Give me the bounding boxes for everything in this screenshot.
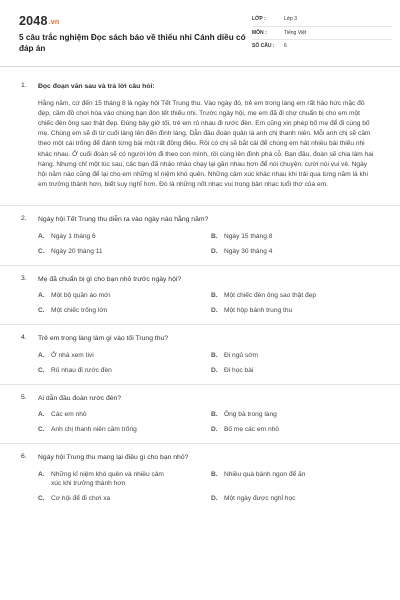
meta-value: 6 xyxy=(284,43,287,50)
logo-number: 2048 xyxy=(19,14,48,28)
question-number: 5. xyxy=(21,393,27,401)
option-letter: D. xyxy=(211,494,218,502)
question-number: 6. xyxy=(21,453,27,461)
question-text: Mẹ đã chuẩn bị gì cho bạn nhỏ trước ngày hội? xyxy=(38,275,182,283)
worksheet-header xyxy=(0,0,400,64)
option-text: Một bộ quần áo mới xyxy=(51,292,110,300)
option-c[interactable] xyxy=(38,425,211,434)
question-1 xyxy=(0,74,400,206)
question-4 xyxy=(0,325,400,385)
question-text: Đọc đoạn văn sau và trả lời câu hỏi: xyxy=(38,83,155,90)
option-text: Một ngày được nghỉ học xyxy=(224,494,296,502)
option-d[interactable] xyxy=(211,494,384,503)
option-a[interactable] xyxy=(38,291,211,300)
option-letter: A. xyxy=(38,470,45,478)
answer-options xyxy=(38,232,376,256)
option-c[interactable] xyxy=(38,366,211,375)
option-b[interactable] xyxy=(211,470,384,488)
option-text: Cơ hội để đi chơi xa xyxy=(51,494,111,502)
meta-row-grade xyxy=(252,13,392,27)
option-letter: C. xyxy=(38,247,45,255)
question-text: Ngày hội Tết Trung thu diễn ra vào ngày nào hằng năm? xyxy=(38,216,209,224)
question-text: Trẻ em trong làng làm gì vào tối Trung thu? xyxy=(38,335,169,343)
option-text: Ngày 1 tháng 6 xyxy=(51,232,96,240)
option-letter: A. xyxy=(38,232,45,240)
option-letter: B. xyxy=(211,292,218,300)
option-letter: C. xyxy=(38,307,45,315)
option-letter: D. xyxy=(211,247,218,255)
option-letter: C. xyxy=(38,426,45,434)
option-text: Bố mẹ các em nhỏ xyxy=(224,426,279,434)
option-text: Ông bà trong làng xyxy=(224,411,277,419)
answer-options xyxy=(38,410,376,434)
question-6 xyxy=(0,444,400,503)
option-c[interactable] xyxy=(38,306,211,315)
option-letter: D. xyxy=(211,307,218,315)
option-letter: B. xyxy=(211,351,218,359)
option-letter: D. xyxy=(211,366,218,374)
question-number: 2. xyxy=(21,215,27,223)
meta-row-count xyxy=(252,40,392,53)
meta-key: SỐ CÂU : xyxy=(252,43,275,50)
option-text: Những kỉ niệm khó quên và nhiều cảm xúc khi trưởng thành hơn xyxy=(51,470,164,487)
question-list xyxy=(0,74,400,503)
option-text: Ngày 20 tháng 11 xyxy=(51,247,103,255)
option-letter: B. xyxy=(211,411,218,419)
option-d[interactable] xyxy=(211,366,384,375)
option-c[interactable] xyxy=(38,494,211,503)
reading-passage: Hằng năm, cứ đến 15 tháng 8 là ngày hội Tết Trung thu. Vào ngày đó, trẻ em trong làng em rất háo hức mặc đồ đẹp, cầm đồ chơi hòa vào chúng bạn đón tết thiếu nhi. Trước ngày hội, mẹ em đã đi chợ chuẩn bị cho em một chiếc đèn ông sao thật đẹp. Đúng bảy giờ tối, trẻ em rủ nhau đi rước đèn. Em cũng xin phép bố mẹ để đi cùng bố mẹ. Chúng em sẽ đi từ cuối làng lên đến đình làng. Dẫn đầu đoàn quân là anh chị thanh niên. Mỗi anh chị sẽ cầm theo một cái trống để đánh từng bài một rất đồng điệu. Rồi có chị sẽ bắt cái để chúng em hát nhiều bài thiếu nhi khác nhau. Ở cuối đoàn sẽ có người lớn đi theo con mình, rồi cùng lên đình phá cỗ. Bạn đầu, đoàn sẽ chia làm hai hàng. Nhưng chỉ một lúc sau, các bạn đã nháo nhào chạy lại gần nhau hơn để nói chuyện, cười nói vui vẻ. Ngày hội năm nào cũng để lại cho em những kỉ niệm khó quên. Những cảm xúc khác nhau khi trải qua từng năm là khi em trưởng thành hơn, biết suy nghĩ hơn. Đó là những nốt nhạc vui trong bản nhạc tuổi thơ của em. xyxy=(38,99,374,189)
option-text: Một chiếc đèn ông sao thật đẹp xyxy=(224,292,317,300)
option-text: Anh chị thanh niên cầm trống xyxy=(51,426,137,434)
question-text: Ai dẫn đầu đoàn rước đèn? xyxy=(38,394,122,402)
question-3 xyxy=(0,266,400,326)
question-5 xyxy=(0,385,400,445)
option-text: Ở nhà xem tivi xyxy=(51,351,94,359)
option-text: Một hộp bánh trung thu xyxy=(224,307,293,315)
answer-options xyxy=(38,470,376,503)
option-text: Một chiếc trống lớn xyxy=(51,307,108,315)
answer-options xyxy=(38,291,376,315)
option-text: Đi học bài xyxy=(224,366,254,374)
question-number: 3. xyxy=(21,274,27,282)
logo-suffix: .vn xyxy=(48,19,60,26)
option-text: Đi ngủ sớm xyxy=(224,351,259,359)
option-letter: C. xyxy=(38,366,45,374)
option-a[interactable] xyxy=(38,470,211,488)
meta-value: Lớp 3 xyxy=(284,16,298,23)
option-letter: D. xyxy=(211,426,218,434)
meta-value: Tiếng Việt xyxy=(284,29,307,36)
option-letter: A. xyxy=(38,292,45,300)
option-a[interactable] xyxy=(38,410,211,419)
header-divider xyxy=(0,66,400,67)
meta-table xyxy=(252,13,392,53)
option-a[interactable] xyxy=(38,232,211,241)
option-letter: C. xyxy=(38,494,45,502)
document-title: 5 câu trắc nghiệm Đọc sách báo về thiếu nhi Cánh diều có đáp án xyxy=(19,33,246,53)
option-text: Rủ nhau đi rước đèn xyxy=(51,366,112,374)
option-b[interactable] xyxy=(211,232,384,241)
meta-row-subject xyxy=(252,27,392,41)
question-number: 1. xyxy=(21,82,27,89)
meta-key: MÔN : xyxy=(252,29,267,36)
option-b[interactable] xyxy=(211,351,384,360)
option-text: Ngày 15 tháng 8 xyxy=(224,232,273,240)
option-text: Ngày 30 tháng 4 xyxy=(224,247,273,255)
option-d[interactable] xyxy=(211,306,384,315)
option-d[interactable] xyxy=(211,425,384,434)
option-b[interactable] xyxy=(211,291,384,300)
option-c[interactable] xyxy=(38,247,211,256)
meta-key: LỚP : xyxy=(252,16,266,23)
option-text: Nhiều quà bánh ngon để ăn xyxy=(224,470,306,478)
question-2 xyxy=(0,206,400,266)
option-b[interactable] xyxy=(211,410,384,419)
question-number: 4. xyxy=(21,334,27,342)
question-text: Ngày hội Trung thu mang lại điều gì cho bạn nhỏ? xyxy=(38,454,189,462)
answer-options xyxy=(38,351,376,375)
option-letter: B. xyxy=(211,470,218,478)
option-text: Các em nhỏ xyxy=(51,411,87,419)
option-letter: B. xyxy=(211,232,218,240)
option-d[interactable] xyxy=(211,247,384,256)
site-logo[interactable] xyxy=(19,14,59,28)
option-letter: A. xyxy=(38,351,45,359)
option-letter: A. xyxy=(38,411,45,419)
option-a[interactable] xyxy=(38,351,211,360)
